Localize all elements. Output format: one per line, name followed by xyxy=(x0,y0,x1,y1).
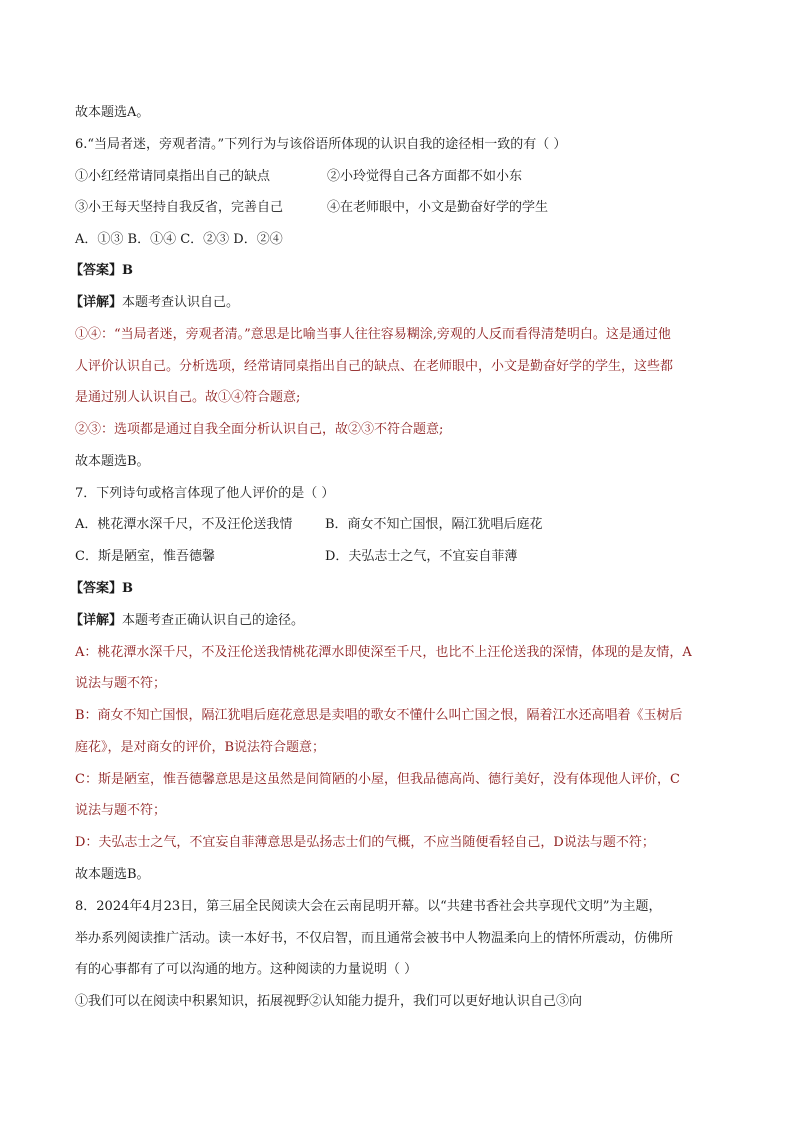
q7-detail-head: 【详解】 xyxy=(70,613,123,628)
q6-option-1: ①小红经常请同桌指出自己的缺点 xyxy=(75,169,271,184)
q8-stem-line-2: 举办系列阅读推广活动。读一本好书，不仅启智，而且通常会被书中人物温柔向上的情怀所震动，仿佛所 xyxy=(75,931,674,946)
q6-explanation-line-3: 是通过别人认识自己。故①④符合题意; xyxy=(75,390,301,405)
q7-explanation-b-1: B：商女不知亡国恨，隔江犹唱后庭花意思是卖唱的歌女不懂什么叫亡国之恨，隔着江水还高唱着《玉树后 xyxy=(75,708,683,723)
q8-stem-line-3: 有的心事都有了可以沟通的地方。这种阅读的力量说明（ ） xyxy=(75,962,418,977)
q6-answer: 【答案】B xyxy=(70,263,133,278)
q6-conclusion: 故本题选B。 xyxy=(75,454,150,469)
q6-option-2: ②小玲觉得自己各方面都不如小东 xyxy=(327,169,523,184)
q7-explanation-b-2: 庭花》，是对商女的评价，B说法符合题意； xyxy=(75,740,326,755)
q7-explanation-c-1: C：斯是陋室，惟吾德馨意思是这虽然是间简陋的小屋，但我品德高尚、德行美好，没有体现他人评价，C xyxy=(75,772,680,787)
q6-detail-head: 【详解】 xyxy=(70,295,123,310)
q7-explanation-c-2: 说法与题不符； xyxy=(75,803,167,818)
q7-option-b: B．商女不知亡国恨，隔江犹唱后庭花 xyxy=(325,517,543,532)
q6-explanation-line-2: 人评价认识自己。分析选项，经常请同桌指出自己的缺点、在老师眼中，小文是勤奋好学的学生，这些都 xyxy=(75,359,674,374)
q7-option-a: A．桃花潭水深千尺，不及汪伦送我情 xyxy=(75,517,293,532)
q8-options: ①我们可以在阅读中积累知识，拓展视野②认知能力提升，我们可以更好地认识自己③向 xyxy=(75,994,583,1009)
q6-detail-text: 本题考查认识自己。 xyxy=(122,295,240,310)
q7-stem: 7．下列诗句或格言体现了他人评价的是（ ） xyxy=(75,486,335,501)
q7-detail-text: 本题考查正确认识自己的途径。 xyxy=(122,613,305,628)
q7-explanation-a-2: 说法与题不符； xyxy=(75,676,167,691)
q7-answer: 【答案】B xyxy=(70,581,133,596)
q7-explanation-d: D：夫弘志士之气，不宜妄自菲薄意思是弘扬志士们的气概，不应当随便看轻自己，D说法与题不符； xyxy=(75,835,655,850)
q7-detail xyxy=(70,612,304,630)
q7-option-c: C．斯是陋室，惟吾德馨 xyxy=(75,549,215,564)
q6-stem: 6.“当局者迷，旁观者清。”下列行为与该俗语所体现的认识自我的途径相一致的有（ ） xyxy=(75,137,567,152)
q6-explanation-line-4: ②③：选项都是通过自我全面分析认识自己，故②③不符合题意; xyxy=(75,422,444,437)
q6-choices: A．①③ B．①④ C．②③ D．②④ xyxy=(75,232,283,247)
q8-stem-line-1: 8．2024年4月23日，第三届全民阅读大会在云南昆明开幕。以“共建书香社会共享现代文明”为主题， xyxy=(75,899,662,914)
q7-option-d: D．夫弘志士之气，不宜妄自菲薄 xyxy=(325,549,518,564)
q6-detail xyxy=(70,294,239,312)
q6-option-3: ③小王每天坚持自我反省，完善自己 xyxy=(75,200,284,215)
prev-conclusion: 故本题选A。 xyxy=(75,105,150,120)
q6-option-4: ④在老师眼中，小文是勤奋好学的学生 xyxy=(327,200,549,215)
q7-conclusion: 故本题选B。 xyxy=(75,867,150,882)
q6-explanation-line-1: ①④：“当局者迷，旁观者清。”意思是比喻当事人往往容易糊涂,旁观的人反而看得清楚明白。这是通过他 xyxy=(75,327,671,342)
q7-explanation-a-1: A：桃花潭水深千尺，不及汪伦送我情桃花潭水即使深至千尺，也比不上汪伦送我的深情，体现的是友情，A xyxy=(75,645,692,660)
